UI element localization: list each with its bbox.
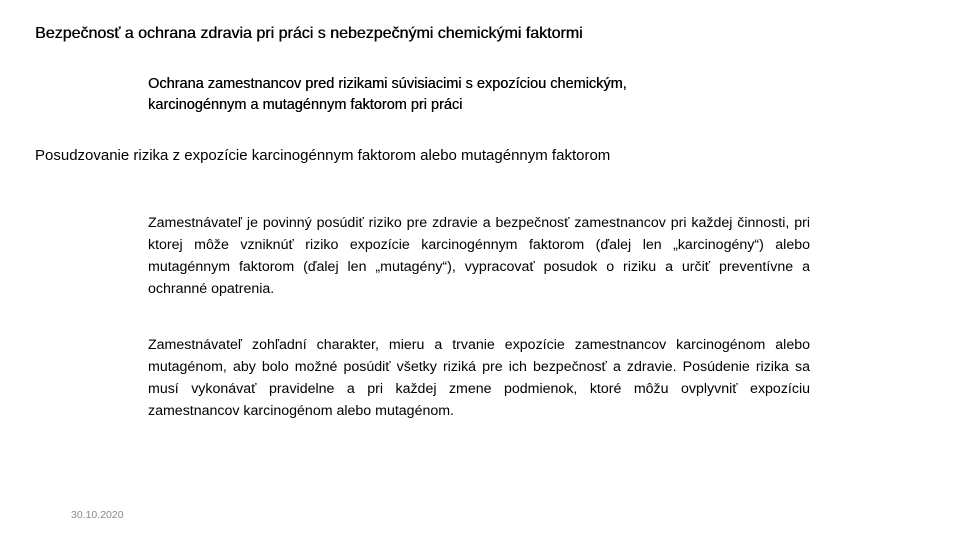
slide-title: Bezpečnosť a ochrana zdravia pri práci s nebezpečnými chemickými faktormi (35, 25, 583, 42)
footer-date: 30.10.2020 (71, 509, 124, 521)
section-heading: Posudzovanie rizika z expozície karcinogénnym faktorom alebo mutagénnym faktorom (35, 147, 611, 164)
slide-subtitle (148, 74, 788, 116)
paragraph-risk-assessment-duty: Zamestnávateľ je povinný posúdiť riziko pre zdravie a bezpečnosť zamestnancov pri každej činnosti, pri ktorej môže vzniknúť riziko expozície karcinogénnym faktorom (ďalej len „karcinogény“) alebo mutagénnym faktorom (ďalej len „mutagény“), vypracovať posudok o riziku a určiť preventívne a ochranné opatrenia. (148, 215, 810, 297)
paragraph-exposure-factors: Zamestnávateľ zohľadní charakter, mieru a trvanie expozície zamestnancov karcinogénom alebo mutagénom, aby bolo možné posúdiť všetky riziká pre ich bezpečnosť a zdravie. Posúdenie rizika sa musí vykonávať pravidelne a pri každej zmene podmienok, ktoré môžu ovplyvniť expozíciu zamestnancov karcinogénom alebo mutagénom. (148, 337, 810, 419)
subtitle-line-2: karcinogénnym a mutagénnym faktorom pri práci (148, 97, 463, 113)
subtitle-line-1: Ochrana zamestnancov pred rizikami súvisiacimi s expozíciou chemickým, (148, 76, 627, 92)
